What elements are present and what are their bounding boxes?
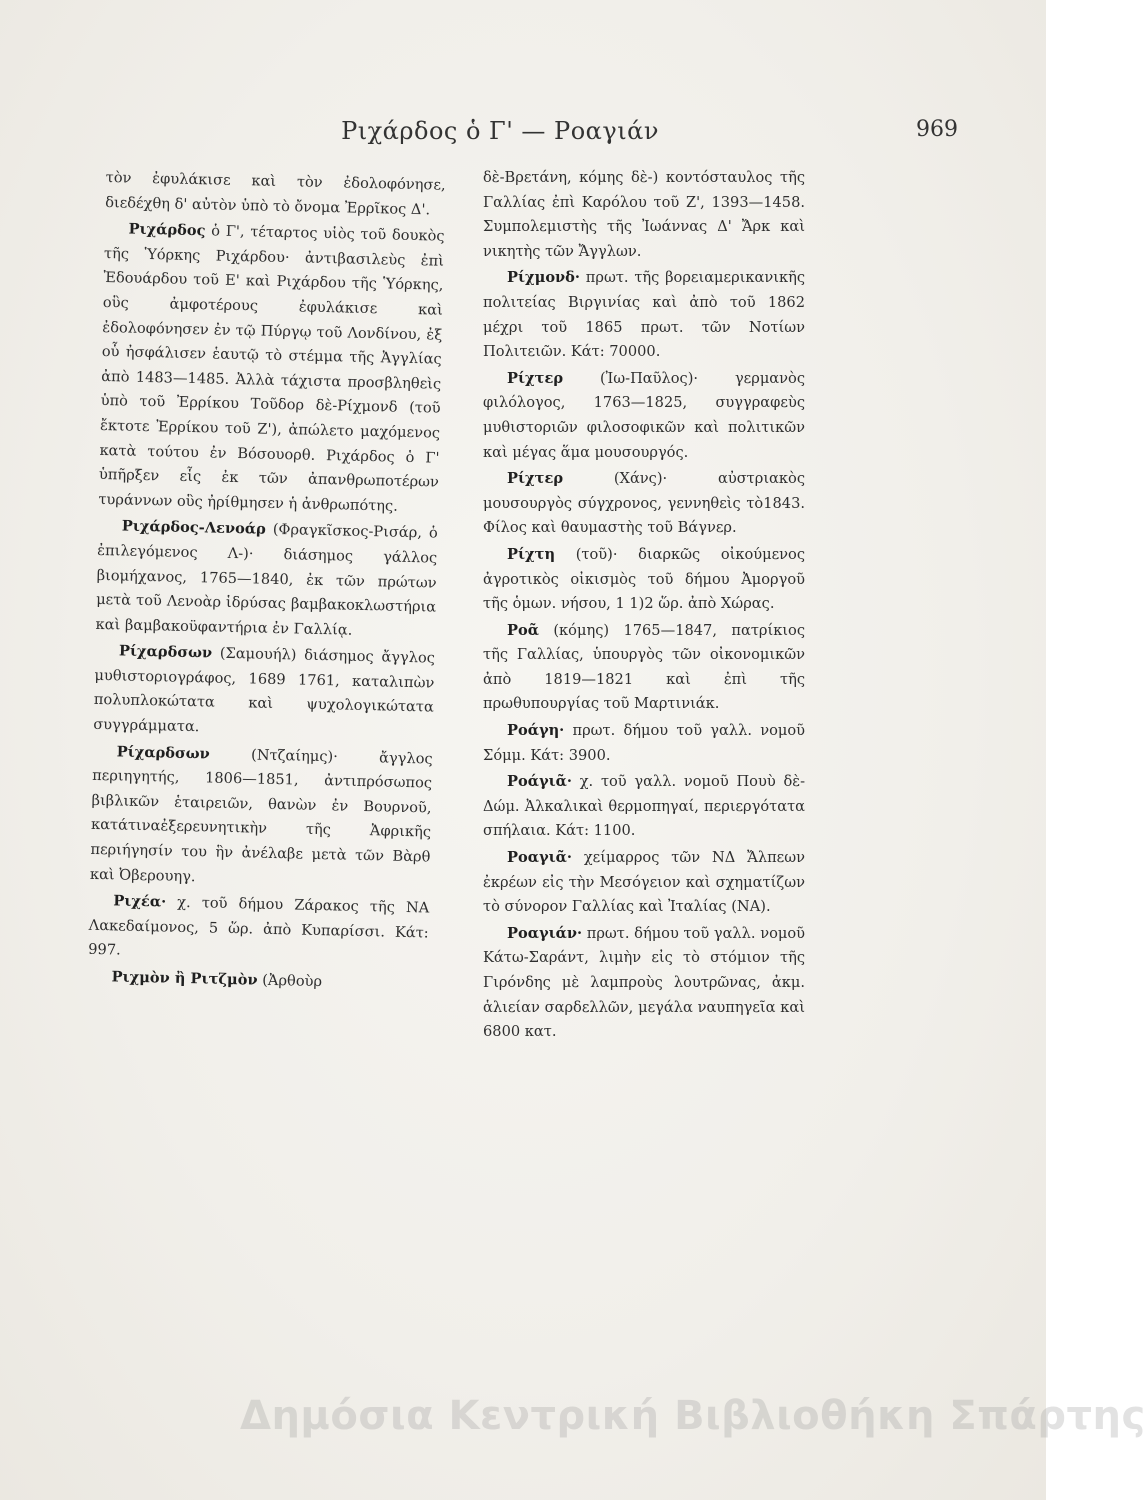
entry-text: (τοῦ)· διαρκῶς οἰκούμενος ἀγροτικὸς οἰκισμὸς τοῦ δήμου Ἀμοργοῦ τῆς ὁμων. νήσου, 1 1)2 ὥρ. ἀπὸ Χώρας. xyxy=(483,545,805,613)
entry-text: πρωτ. δήμου τοῦ γαλλ. νομοῦ Σόμμ. Κάτ: 3900. xyxy=(483,722,806,764)
entry-lemma: Ριχμὸν ἢ Ριτζμὸν xyxy=(111,968,258,989)
entry-lemma: Ροαγιάν· xyxy=(507,924,583,942)
dictionary-entry xyxy=(483,719,805,768)
entry-text: (Σαμουήλ) διάσημος ἄγγλος μυθιστοριογράφος, 1689 1761, καταλιπὼν πολυπλοκώτατα καὶ ψυχολογικώτατα συγγράμματα. xyxy=(93,644,436,736)
entry-text: (Ἰω-Παῦλος)· γερμανὸς φιλόλογος, 1763—1825, συγγραφεὺς μυθιστοριῶν φιλοσοφικῶν καὶ πολιτικῶν καὶ μέγας ἅμα μουσουργός. xyxy=(483,369,805,461)
dictionary-entry xyxy=(105,166,446,223)
entry-text: ὁ Γ', τέταρτος υἱὸς τοῦ δουκὸς τῆς Ὑόρκης Ριχάρδου· ἀντιβασιλεὺς ἐπὶ Ἐδουάρδου τοῦ Ε' καὶ Ριχάρδου τῆς Ὑόρκης, οὓς ἀμφοτέρους ἐφυλάκισε καὶ ἐδολοφόνησεν ἐν τῷ Πύργῳ τοῦ Λονδίνου, ἐξ οὗ ἠσφάλισεν ἑαυτῷ τὸ στέμμα τῆς Ἀγγλίας ἀπὸ 1483—1485. Ἀλλὰ τάχιστα προσβληθεὶς ὑπὸ τοῦ Ἐρρίκου Τοῦδορ δὲ-Ρίχμονδ (τοῦ ἔκτοτε Ἐρρίκου τοῦ Ζ'), ἀπώλετο μαχόμενος κατὰ τούτου ἐν Βόσουορθ. Ριχάρδος ὁ Γ' ὑπῆρξεν εἷς ἐκ τῶν ἀπανθρωποτέρων τυράννων οὓς ἠρίθμησεν ἡ ἀνθρωπότης. xyxy=(98,222,445,515)
entry-lemma: Ριχάρδος xyxy=(128,220,206,240)
dictionary-entry xyxy=(483,619,805,717)
entry-text: δὲ-Βρετάνη, κόμης δὲ-) κοντόσταυλος τῆς Γαλλίας ἐπὶ Καρόλου τοῦ Ζ', 1393—1458. Συμπολεμιστὴς τῆς Ἰωάννας Δ' Ἄρκ καὶ νικητὴς τῶν Ἄγγλων. xyxy=(483,169,805,260)
entry-lemma: Ρίχτη xyxy=(507,545,556,563)
entry-text: πρωτ. δήμου τοῦ γαλλ. νομοῦ Κάτω-Σαράντ, λιμὴν εἰς τὸ στόμιον τῆς Γιρόνδης μὲ λαμπροὺς λουτρῶνας, ἀκμ. ἁλιείαν σαρδελλῶν, μεγάλα ναυπηγεῖα καὶ 6800 κατ. xyxy=(483,924,806,1041)
entry-text: (Χάνς)· αὐστριακὸς μουσουργὸς σύγχρονος, γεννηθεὶς τὸ1843. Φίλος καὶ θαυμαστὴς τοῦ Βάγνερ. xyxy=(483,470,805,537)
dictionary-entry xyxy=(483,266,805,364)
entry-text: χείμαρρος τῶν ΝΔ Ἄλπεων ἐκρέων εἰς τὴν Μεσόγειον καὶ σχηματίζων τὸ σύνορον Γαλλίας καὶ Ἰταλίας (ΝΑ). xyxy=(483,849,805,916)
entry-lemma: Ρίχαρδσων xyxy=(118,642,213,662)
entry-text: πρωτ. τῆς βορειαμερικανικῆς πολιτείας Βιργινίας καὶ ἀπὸ τοῦ 1862 μέχρι τοῦ 1865 πρωτ. τῶν Νοτίων Πολιτειῶν. Κάτ: 70000. xyxy=(483,269,805,361)
entry-lemma: Ροαγιᾶ· xyxy=(507,849,572,867)
dictionary-entry xyxy=(95,514,438,645)
dictionary-entry xyxy=(483,922,805,1045)
entry-lemma: Ριχέα· xyxy=(113,892,167,911)
dictionary-entry xyxy=(483,166,805,264)
entry-text: (κόμης) 1765—1847, πατρίκιος τῆς Γαλλίας, ὑπουργὸς τῶν οἰκονομικῶν ἀπὸ 1819—1821 καὶ ἐπὶ τῆς πρωθυπουργίας τοῦ Μαρτινιάκ. xyxy=(483,621,805,713)
entry-text: (Ντζαίημς)· ἄγγλος περιηγητής, 1806—1851, ἀντιπρόσωπος βιβλικῶν ἑταιρειῶν, θανὼν ἐν Βουρνοῦ, κατάτιναἐξερευνητικὴν τῆς Ἀφρικῆς περιήγησίν του ἣν ἀνέλαβε μετὰ τῶν Βὰρθ καὶ Ὀβερουηγ. xyxy=(89,746,433,885)
dictionary-entry xyxy=(483,467,805,541)
dictionary-entry xyxy=(90,740,433,895)
dictionary-entry xyxy=(98,217,445,520)
entry-text: χ. τοῦ γαλλ. νομοῦ Πουὺ δὲ-Δώμ. Ἀλκαλικαὶ θερμοπηγαί, περιεργότατα σπήλαια. Κάτ: 1100. xyxy=(483,773,806,840)
dictionary-entry xyxy=(483,846,805,920)
entry-text: τὸν ἐφυλάκισε καὶ τὸν ἐδολοφόνησε, διεδέχθη δ' αὐτὸν ὑπὸ τὸ ὄνομα Ἐρρῖκος Δ'. xyxy=(104,168,446,218)
entry-lemma: Ριχάρδος-Λενοάρ xyxy=(121,517,266,539)
dictionary-entry xyxy=(87,965,427,997)
entry-text: χ. τοῦ δήμου Ζάρακος τῆς ΝΑ Λακεδαίμονος, 5 ὥρ. ἀπὸ Κυπαρίσσι. Κάτ: 997. xyxy=(88,894,430,959)
entry-lemma: Ρίχμονδ· xyxy=(507,269,580,287)
entry-text: (Φραγκῖσκος-Ρισάρ, ὁ ἐπιλεγόμενος Λ-)· διάσημος γάλλος βιομήχανος, 1765—1840, ἐκ τῶν πρώτων μετὰ τοῦ Λενοὰρ ἱδρύσας βαμβακοκλωστήρια καὶ βαμβακοϋφαντήρια ἐν Γαλλίᾳ. xyxy=(95,521,438,639)
right-column xyxy=(483,166,805,1047)
left-column xyxy=(87,166,446,999)
library-watermark: Δημόσια Κεντρική Βιβλιοθήκη Σπάρτης xyxy=(240,1393,1146,1439)
dictionary-entry xyxy=(483,367,805,465)
entry-text: (Ἀρθοὺρ xyxy=(262,971,323,991)
entry-lemma: Ρίχτερ xyxy=(507,369,564,387)
entry-lemma: Ροᾶ xyxy=(507,621,539,639)
entry-lemma: Ρίχαρδσων xyxy=(116,743,210,763)
dictionary-entry xyxy=(483,543,805,617)
dictionary-entry xyxy=(93,639,435,745)
entry-lemma: Ροάγη· xyxy=(507,722,565,740)
dictionary-entry xyxy=(483,770,805,844)
entry-lemma: Ροάγιᾶ· xyxy=(507,773,572,791)
entry-lemma: Ρίχτερ xyxy=(507,470,564,488)
page-number: 969 xyxy=(916,117,958,142)
page-title: Ριχάρδος ὁ Γ' — Ροαγιάν xyxy=(341,117,659,145)
dictionary-entry xyxy=(88,889,430,970)
running-head xyxy=(0,117,1046,157)
